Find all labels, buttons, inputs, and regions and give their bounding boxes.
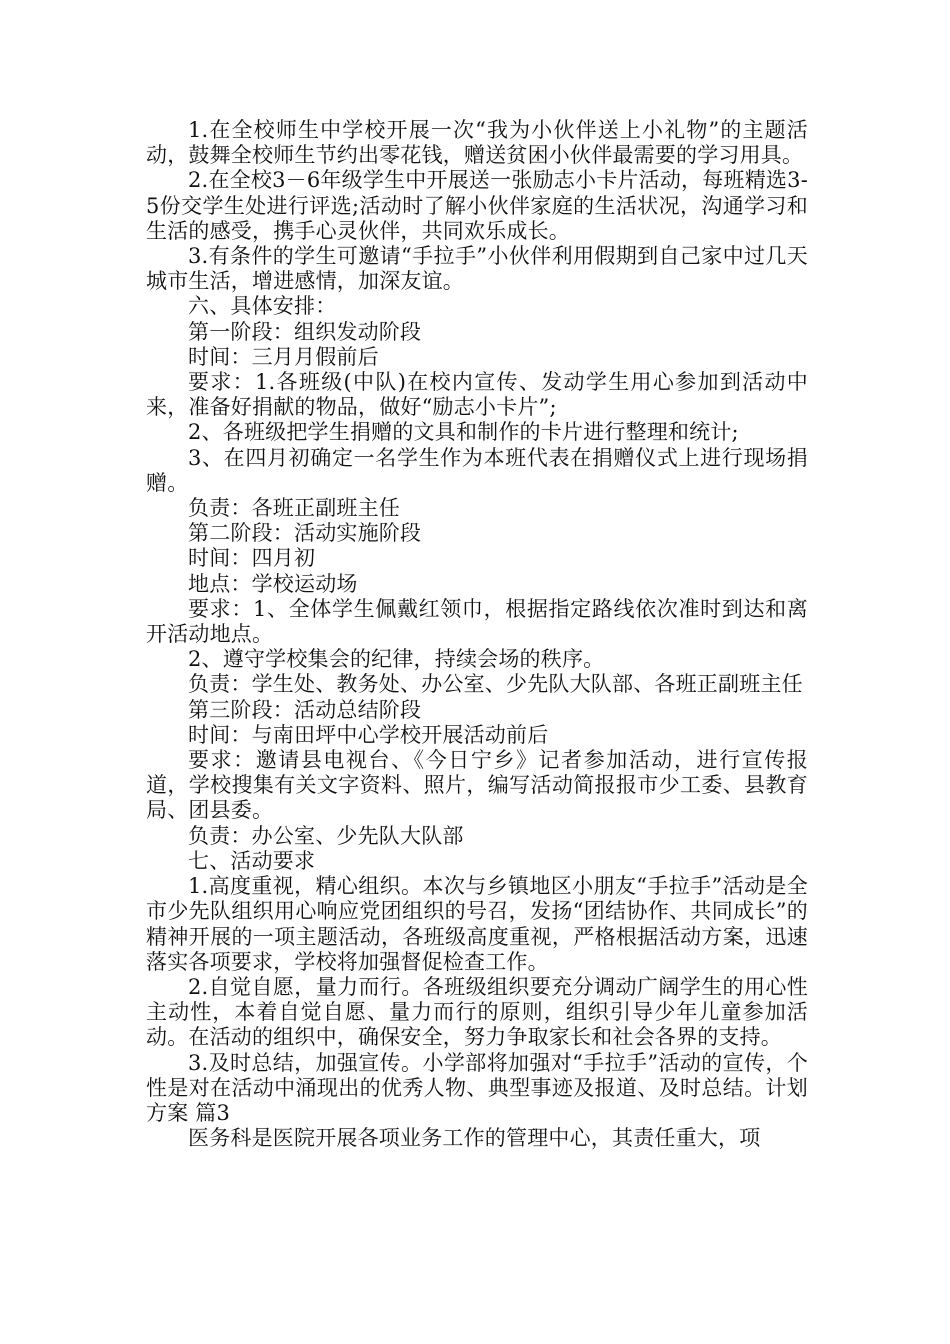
section-heading-arrangement: 六、具体安排： — [188, 294, 337, 319]
requirement-paragraph-3: 3.及时总结，加强宣传。小学部将加强对“手拉手”活动的宣传，个性是对在活动中涌现出的优秀人物、典型事迹及报道、及时总结。计划方案 篇3 — [146, 1050, 808, 1125]
stage-2-responsible: 负责：学生处、教务处、办公室、少先队大队部、各班正副班主任 — [188, 672, 803, 697]
stage-2-requirement-2: 2、遵守学校集会的纪律，持续会场的秩序。 — [188, 647, 605, 672]
stage-3-requirement: 要求：邀请县电视台、《今日宁乡》记者参加活动，进行宣传报道，学校搜集有关文字资料、照片，编写活动简报报市少工委、县教育局、团县委。 — [146, 748, 808, 823]
stage-1-time: 时间：三月月假前后 — [188, 344, 379, 369]
stage-1-title: 第一阶段：组织发动阶段 — [188, 319, 422, 344]
stage-3-time: 时间：与南田坪中心学校开展活动前后 — [188, 722, 549, 747]
requirement-paragraph-1: 1.高度重视，精心组织。本次与乡镇地区小朋友“手拉手”活动是全市少先队组织用心响应党团组织的号召，发扬“团结协作、共同成长”的精神开展的一项主题活动，各班级高度重视，严格根据活动方案，迅速落实各项要求，学校将加强督促检查工作。 — [146, 874, 808, 974]
stage-2-title: 第二阶段：活动实施阶段 — [188, 521, 422, 546]
stage-2-time: 时间：四月初 — [188, 546, 316, 571]
stage-1-requirement-3: 3、在四月初确定一名学生作为本班代表在捐赠仪式上进行现场捐赠。 — [146, 445, 808, 495]
stage-2-location: 地点：学校运动场 — [188, 571, 358, 596]
stage-1-responsible: 负责：各班正副班主任 — [188, 496, 400, 521]
paragraph-activity-1: 1.在全校师生中学校开展一次“我为小伙伴送上小礼物”的主题活动，鼓舞全校师生节约出零花钱，赠送贫困小伙伴最需要的学习用具。 — [146, 118, 808, 168]
paragraph-activity-3: 3.有条件的学生可邀请“手拉手”小伙伴利用假期到自己家中过几天城市生活，增进感情，加深友谊。 — [146, 244, 808, 294]
document-body — [146, 118, 808, 1151]
stage-3-responsible: 负责：办公室、少先队大队部 — [188, 823, 464, 848]
section-heading-requirements: 七、活动要求 — [188, 848, 316, 873]
stage-1-requirement-2: 2、各班级把学生捐赠的文具和制作的卡片进行整理和统计; — [188, 420, 739, 445]
requirement-paragraph-2: 2.自觉自愿，量力而行。各班级组织要充分调动广阔学生的用心性主动性，本着自觉自愿、量力而行的原则，组织引导少年儿童参加活动。在活动的组织中，确保安全，努力争取家长和社会各界的支持。 — [146, 974, 808, 1050]
paragraph-activity-2: 2.在全校3－6年级学生中开展送一张励志小卡片活动，每班精选3-5份交学生处进行评选;活动时了解小伙伴家庭的生活状况，沟通学习和生活的感受，携手心灵伙伴，共同欢乐成长。 — [146, 168, 808, 243]
next-section-paragraph: 医务科是医院开展各项业务工作的管理中心，其责任重大，项 — [188, 1126, 761, 1151]
stage-1-requirement-1: 要求：1.各班级(中队)在校内宣传、发动学生用心参加到活动中来，准备好捐献的物品，做好“励志小卡片”; — [146, 370, 808, 420]
stage-3-title: 第三阶段：活动总结阶段 — [188, 697, 422, 722]
stage-2-requirement-1: 要求：1、全体学生佩戴红领巾，根据指定路线依次准时到达和离开活动地点。 — [146, 596, 808, 647]
